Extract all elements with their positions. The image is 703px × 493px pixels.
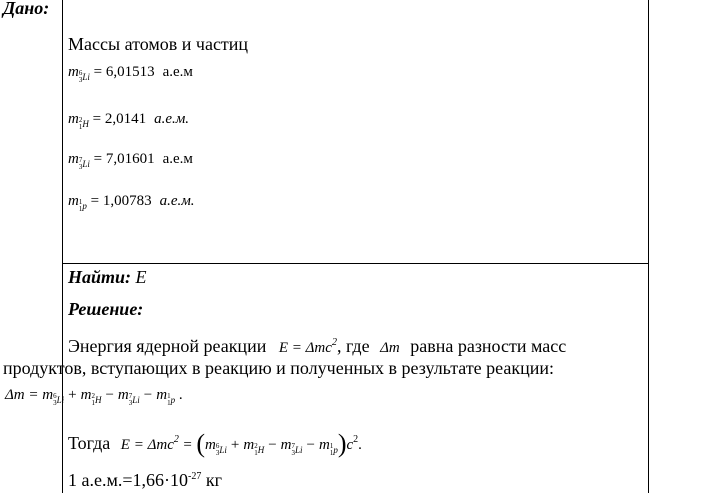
- conversion-line: [68, 470, 222, 491]
- delta-m-end: .: [178, 387, 183, 403]
- mass-symbol: m: [205, 437, 216, 453]
- mass-unit: а.е.м.: [159, 193, 195, 209]
- equals-sign: =: [86, 193, 103, 209]
- mass-row: [68, 64, 193, 84]
- mass-number: 6: [215, 442, 220, 450]
- given-heading: Дано:: [3, 0, 50, 18]
- mass-value: 6,01513: [105, 64, 155, 80]
- mass-number: 2: [254, 442, 258, 450]
- mass-unit: а.е.м.: [154, 111, 190, 127]
- mass-row: [68, 151, 193, 171]
- solution-heading: Решение:: [68, 299, 144, 319]
- energy-formula: [278, 337, 337, 356]
- particle-name: Li: [56, 395, 65, 405]
- mass-value: 7,01601: [105, 151, 155, 167]
- mass-value: 1,00783: [102, 193, 152, 209]
- solution-paragraph-line1: [68, 336, 566, 357]
- equals-sign: =: [89, 64, 106, 80]
- find-value: E: [135, 267, 147, 287]
- p1-before: Энергия ядерной реакции: [68, 336, 267, 356]
- particle-name: Li: [82, 72, 90, 82]
- equals-sign: =: [88, 111, 105, 127]
- delta-m-lhs: Δm =: [5, 387, 39, 403]
- mass-symbol: m: [243, 437, 255, 453]
- charge-number: 1: [167, 399, 171, 407]
- mass-term: [156, 387, 176, 407]
- particle-name: p: [333, 445, 338, 455]
- particle-name: Li: [295, 445, 303, 455]
- mass-term: [280, 437, 303, 457]
- frame-divider: [62, 263, 649, 264]
- mass-row: [68, 193, 195, 213]
- mass-term: [42, 387, 65, 407]
- charge-number: 1: [329, 449, 334, 457]
- mass-symbol: m: [280, 437, 292, 453]
- mass-symbol: m: [68, 151, 79, 167]
- close-paren: ): [337, 429, 347, 458]
- find-line: [68, 267, 147, 288]
- particle-name: Li: [132, 395, 140, 405]
- charge-number: 3: [291, 449, 295, 457]
- charge-number: 1: [78, 205, 83, 213]
- mass-symbol: m: [156, 387, 168, 403]
- mass-value: 2,0141: [104, 111, 147, 127]
- mass-number: 2: [91, 392, 95, 400]
- mass-unit: а.е.м: [162, 64, 193, 80]
- particle-name: p: [82, 201, 87, 211]
- mass-symbol: m: [117, 387, 129, 403]
- mass-term: [68, 64, 90, 84]
- mass-term: [117, 387, 140, 407]
- particle-name: Li: [219, 445, 227, 455]
- delta-m-equation: [5, 387, 183, 407]
- conversion-unit: кг: [205, 470, 222, 490]
- mass-term: [68, 151, 90, 171]
- mass-term: [68, 193, 87, 213]
- mass-number: 1: [329, 442, 334, 450]
- p1-comma-gde: , где: [336, 336, 370, 356]
- then-equation: [68, 426, 362, 457]
- then-eq-sign: =: [183, 437, 192, 453]
- particle-name: Li: [82, 159, 90, 169]
- then-lhs-text: E = Δmc: [120, 437, 174, 453]
- mass-number: 1: [78, 198, 83, 206]
- mass-symbol: m: [68, 111, 79, 127]
- operator-sign: −: [143, 387, 153, 403]
- charge-number: 1: [78, 123, 83, 131]
- energy-formula-sup: 2: [331, 337, 337, 348]
- mass-symbol: m: [68, 193, 79, 209]
- particle-name: H: [257, 445, 265, 455]
- particle-name: p: [170, 395, 176, 405]
- mass-term: [68, 111, 89, 131]
- mass-number: 7: [78, 156, 83, 164]
- charge-number: 3: [78, 76, 83, 84]
- operator-sign: −: [105, 387, 114, 403]
- mass-symbol: m: [42, 387, 54, 403]
- mass-term: [243, 437, 265, 457]
- mass-number: 1: [167, 392, 171, 400]
- delta-m-terms: [42, 387, 176, 407]
- charge-number: 3: [128, 399, 133, 407]
- mass-term: [205, 437, 227, 457]
- particle-name: H: [82, 119, 89, 129]
- conversion-text: 1 а.е.м.=1,66·10: [68, 470, 189, 490]
- mass-symbol: m: [68, 64, 79, 80]
- mass-number: 2: [78, 116, 83, 124]
- charge-number: 1: [91, 399, 95, 407]
- mass-row: [68, 111, 189, 131]
- frame-left-border: [62, 0, 63, 493]
- mass-number: 7: [128, 392, 133, 400]
- mass-symbol: m: [80, 387, 92, 403]
- charge-number: 3: [215, 449, 220, 457]
- energy-formula-text: E = Δmc: [278, 340, 332, 356]
- charge-number: 3: [53, 399, 57, 407]
- delta-m-symbol: Δm: [380, 340, 400, 356]
- frame-right-border: [648, 0, 649, 493]
- particle-name: H: [94, 395, 102, 405]
- find-label: Найти:: [68, 267, 132, 287]
- then-tail: c: [346, 437, 354, 453]
- then-lhs: [120, 434, 179, 453]
- then-label: Тогда: [68, 433, 111, 453]
- p1-after: равна разности масс: [410, 336, 567, 356]
- then-lhs-sup: 2: [173, 434, 179, 445]
- mass-symbol: m: [318, 437, 330, 453]
- mass-number: 6: [53, 392, 57, 400]
- operator-sign: +: [68, 387, 77, 403]
- conversion-exp: -27: [188, 471, 202, 482]
- mass-term: [80, 387, 102, 407]
- charge-number: 1: [254, 449, 258, 457]
- operator-sign: −: [306, 437, 315, 453]
- then-terms: [205, 437, 338, 457]
- charge-number: 3: [78, 163, 83, 171]
- operator-sign: −: [268, 437, 277, 453]
- open-paren: (: [196, 429, 206, 458]
- given-intro: Массы атомов и частиц: [68, 34, 249, 54]
- mass-number: 6: [78, 69, 83, 77]
- operator-sign: +: [230, 437, 240, 453]
- mass-number: 7: [291, 442, 295, 450]
- equals-sign: =: [89, 151, 106, 167]
- mass-unit: а.е.м: [162, 151, 193, 167]
- then-end: .: [358, 437, 362, 453]
- then-tail-sup: 2: [353, 434, 359, 445]
- solution-paragraph-line2: продуктов, вступающих в реакцию и полученных в результате реакции:: [3, 358, 555, 378]
- mass-term: [318, 437, 338, 457]
